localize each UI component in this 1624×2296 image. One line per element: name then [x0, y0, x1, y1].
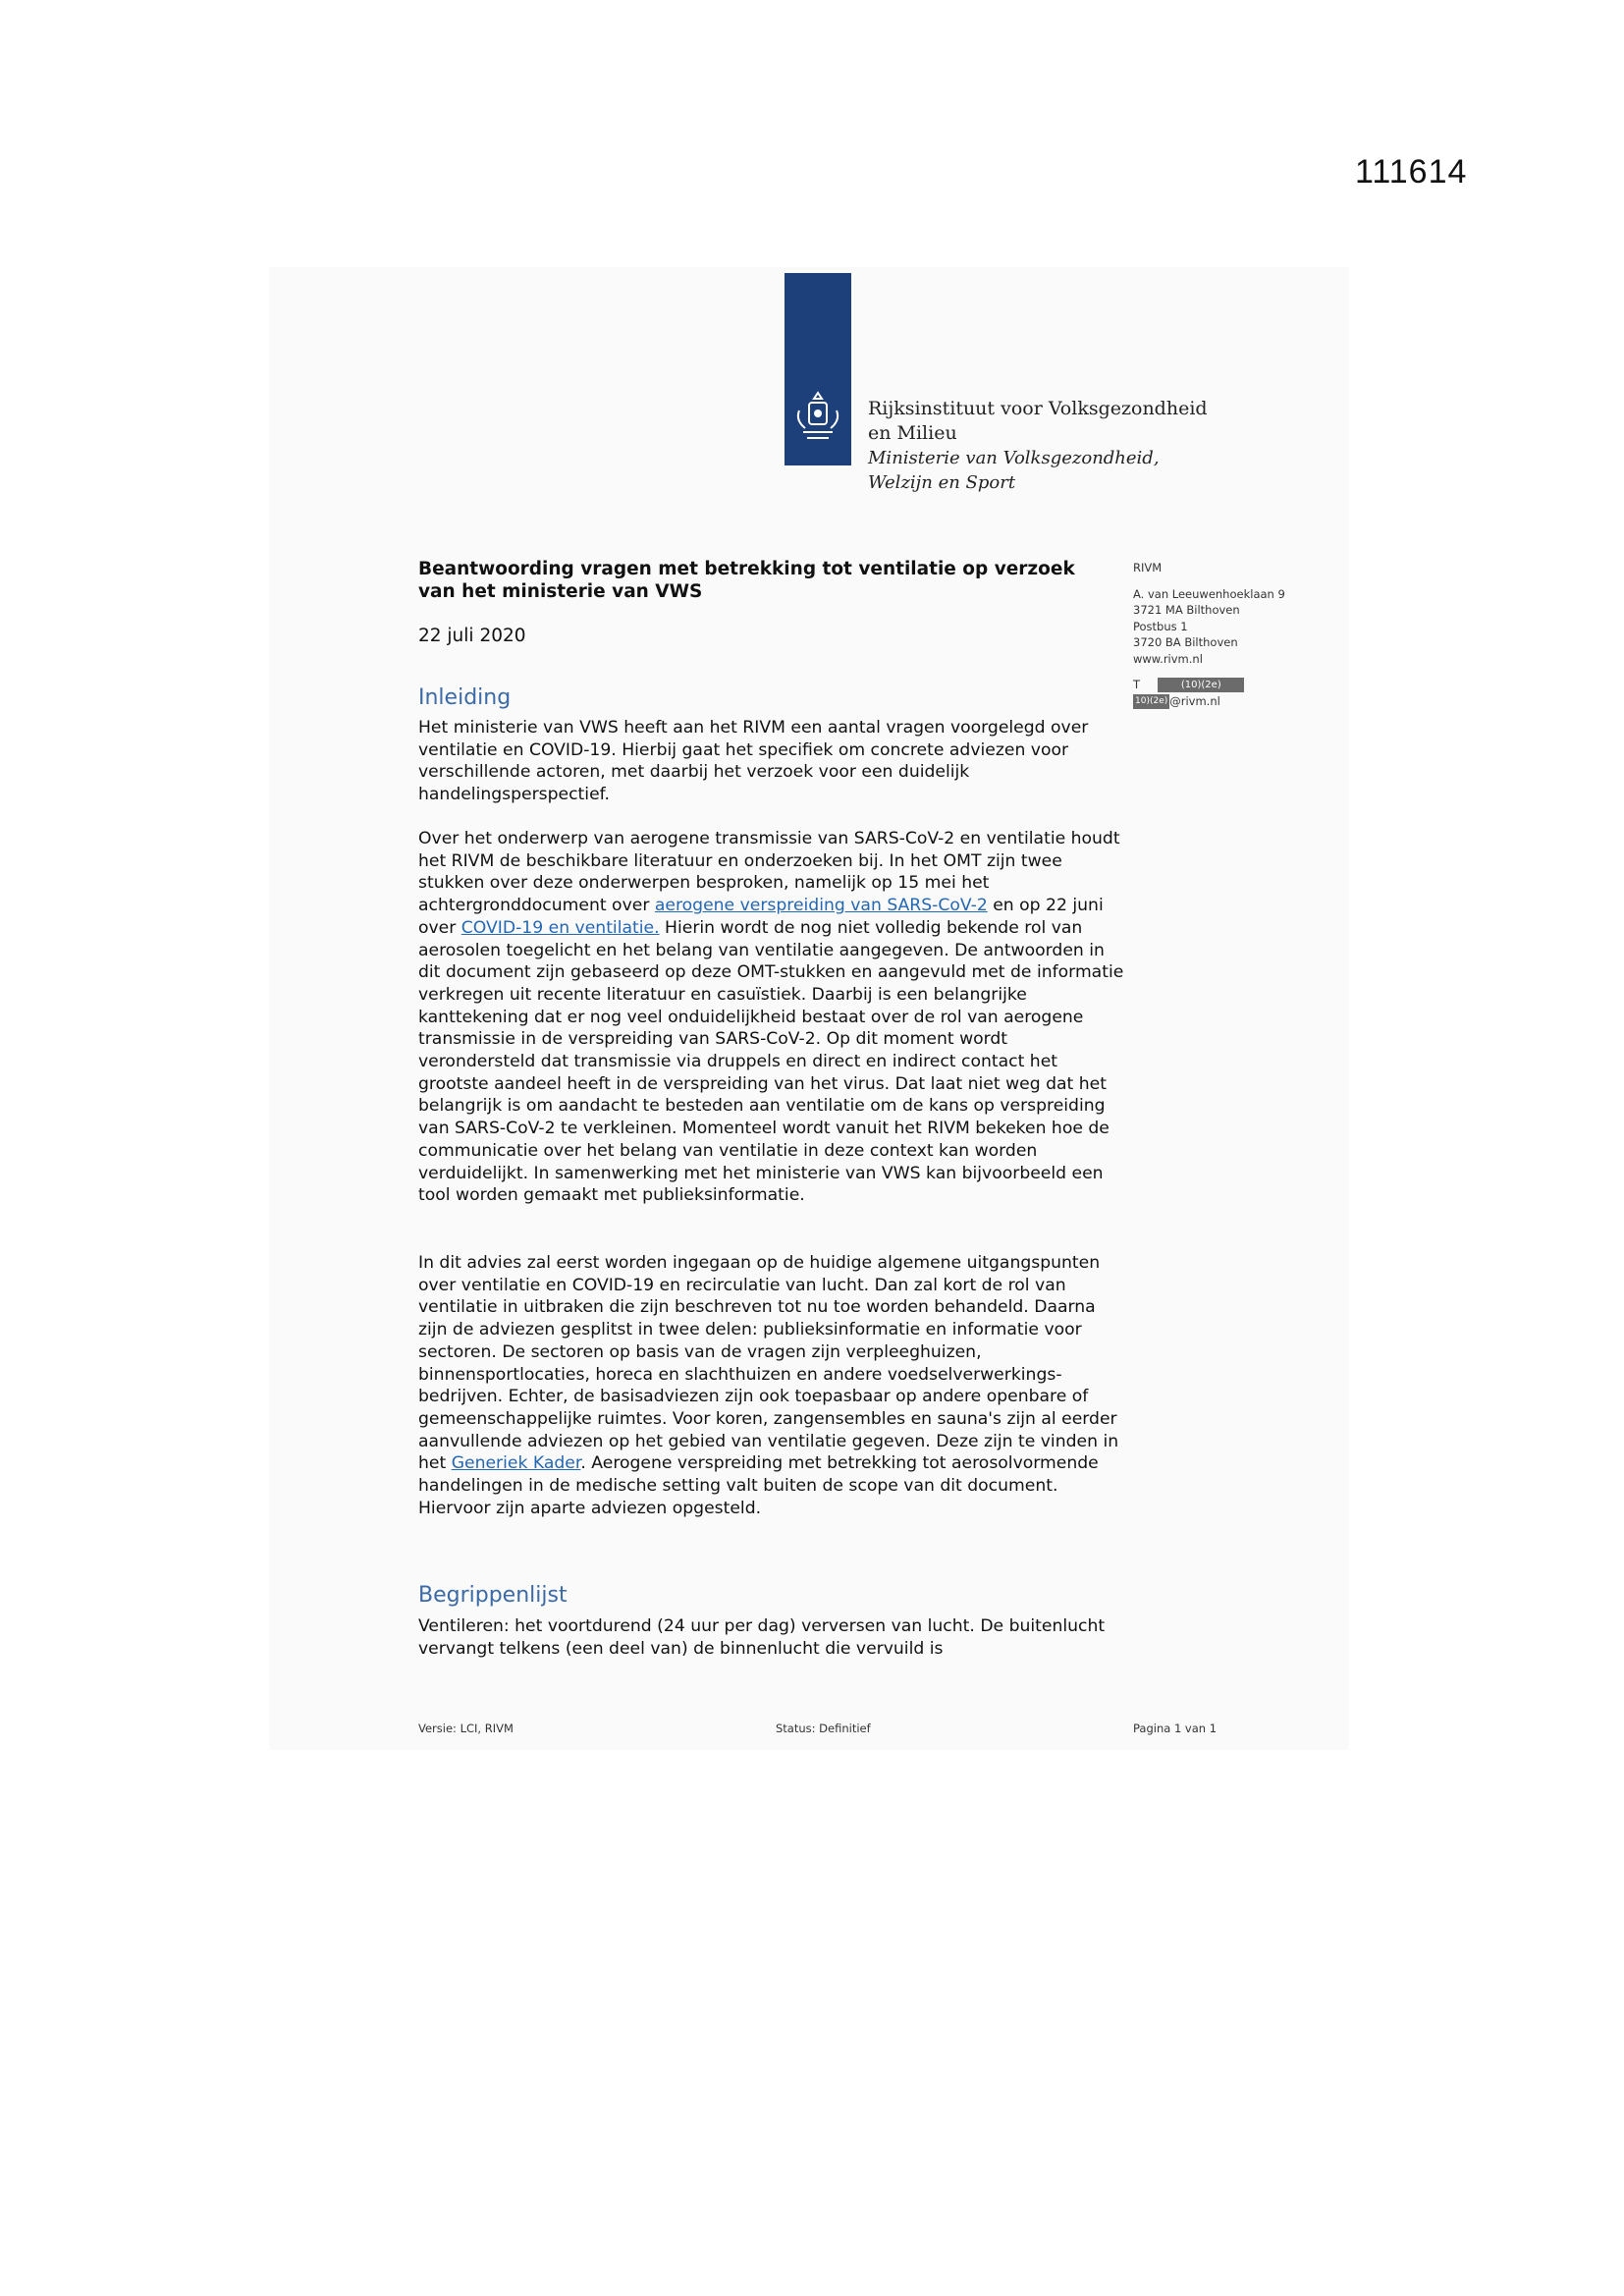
ministry-name-line2: Welzijn en Sport [868, 472, 1016, 493]
org-name-line2: en Milieu [868, 422, 957, 444]
address-street: A. van Leeuwenhoeklaan 9 [1133, 586, 1285, 601]
redacted-email: 10)(2e) [1133, 694, 1169, 709]
heading-inleiding: Inleiding [418, 685, 512, 710]
glossary-paragraph [418, 1615, 1125, 1660]
glossary-text: Ventileren: het voortdurend (24 uur per dag) verversen van lucht. De buitenlucht vervangt telkens (een deel van) de binnenlucht die vervuild is [418, 1616, 1106, 1659]
footer-page-number: Pagina 1 van 1 [1133, 1722, 1218, 1735]
redacted-phone: (10)(2e) [1158, 678, 1244, 692]
intro-text-2a: Over het onderwerp van aerogene transmissie van SARS-CoV-2 en ventilatie houdt het RIVM de beschikbare literatuur en onderzoeken bij. In het OMT zijn twee stukken over deze onderwerpen besproken, namelijk op 15 mei het achtergronddocument over [418, 829, 1120, 916]
intro-paragraph-1 [418, 717, 1125, 806]
phone-label: T [1133, 678, 1141, 691]
org-name-line1: Rijksinstituut voor Volksgezondheid [868, 398, 1208, 419]
footer-status: Status: Definitief [776, 1722, 871, 1735]
intro-paragraph-2 [418, 828, 1125, 1207]
organization-name [868, 397, 1208, 495]
intro-text-3b: . Aerogene verspreiding met betrekking tot aerosolvormende handelingen in de medische setting valt buiten de scope van dit document. Hiervoor zijn aparte adviezen opgesteld. [418, 1453, 1099, 1518]
postbox: Postbus 1 [1133, 619, 1188, 633]
footer-version: Versie: LCI, RIVM [418, 1722, 514, 1735]
phone-row [1133, 677, 1285, 693]
email-domain: @rivm.nl [1169, 693, 1220, 708]
intro-text-3a: In dit advies zal eerst worden ingegaan op de huidige algemene uitgangspunten over ventilatie en COVID-19 en recirculatie van lucht. Dan zal kort de rol van ventilatie in uitbraken die zijn beschreven tot nu toe worden behandeld. Daarna zijn de adviezen gesplitst in twee delen: publieksinformatie en informatie voor sectoren. De sectoren op basis van de vragen zijn verpleeghuizen, binnensportlocaties, horeca en slachthuizen en andere voedselverwerkings-bedrijven. Echter, de basisadviezen zijn ook toepasbaar op andere openbare of gemeenschappelijke ruimtes. Voor koren, zangensembles en sauna's zijn al eerder aanvullende adviezen op het gebied van ventilatie gegeven. Deze zijn te vinden in het [418, 1253, 1119, 1474]
intro-text-1: Het ministerie van VWS heeft aan het RIVM een aantal vragen voorgelegd over ventilatie en COVID-19. Hierbij gaat het specifiek om concrete adviezen voor verschillende actoren, met daarbij het verzoek voor een duidelijk handelingsperspectief. [418, 718, 1089, 805]
heading-begrippenlijst: Begrippenlijst [418, 1583, 568, 1608]
sender-name: RIVM [1133, 561, 1163, 574]
document-title: Beantwoording vragen met betrekking tot ventilatie op verzoek van het ministerie van VWS [418, 559, 1075, 602]
link-covid-ventilatie[interactable]: COVID-19 en ventilatie. [460, 917, 660, 938]
link-aerogene-verspreiding[interactable]: aerogene verspreiding van SARS-CoV-2 [654, 896, 988, 916]
address-city: 3721 MA Bilthoven [1133, 603, 1240, 617]
email-row [1133, 693, 1285, 710]
postbox-city: 3720 BA Bilthoven [1133, 635, 1238, 649]
website-link[interactable]: www.rivm.nl [1133, 651, 1203, 666]
intro-text-2b: en op 22 juni over [418, 896, 1104, 938]
royal-coat-of-arms-icon [791, 389, 844, 446]
sender-address-block [1133, 560, 1285, 709]
link-generiek-kader[interactable]: Generiek Kader [451, 1453, 581, 1474]
intro-paragraph-3 [418, 1252, 1125, 1519]
ministry-name-line1: Ministerie van Volksgezondheid, [868, 448, 1160, 468]
document-date: 22 juli 2020 [418, 626, 526, 646]
intro-text-2c: Hierin wordt de nog niet volledig bekende rol van aerosolen toegelicht en het belang van ventilatie aangegeven. De antwoorden in dit document zijn gebaseerd op deze OMT-stukken en aangevuld met de informatie verkregen uit recente literatuur en casuïstiek. Daarbij is een belangrijke kanttekening dat er nog veel onduidelijkheid bestaat over de rol van aerogene transmissie in de verspreiding van SARS-CoV-2. Op dit moment wordt verondersteld dat transmissie via druppels en direct en indirect contact het grootste aandeel heeft in de verspreiding van het virus. Dat laat niet weg dat het belangrijk is om aandacht te besteden aan ventilatie om de kans op verspreiding van SARS-CoV-2 te verkleinen. Momenteel wordt vanuit het RIVM bekeken hoe de communicatie over het belang van ventilatie in deze context kan worden verduidelijkt. In samenwerking met het ministerie van VWS kan bijvoorbeeld een tool worden gemaakt met publieksinformatie. [418, 917, 1124, 1206]
document-number: 111614 [1355, 153, 1468, 191]
